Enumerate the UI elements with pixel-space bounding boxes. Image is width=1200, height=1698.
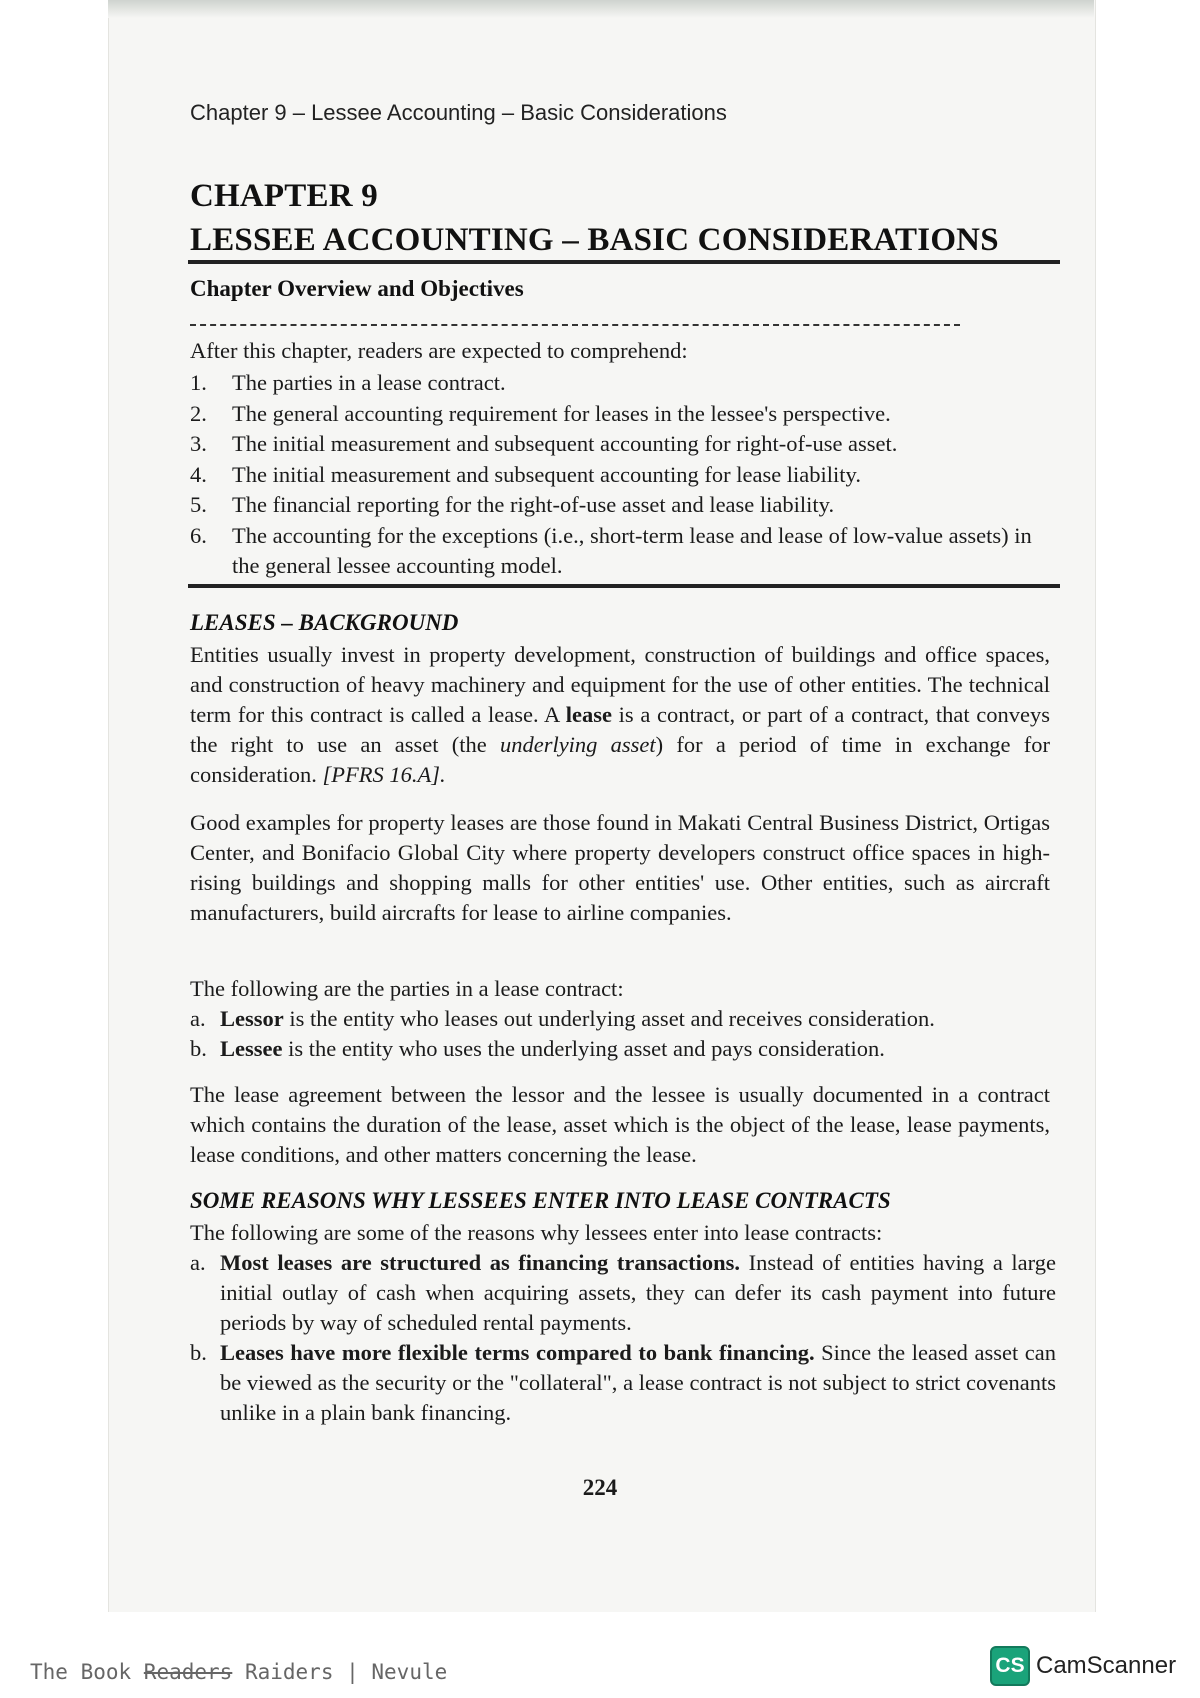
title-rule <box>188 260 1060 264</box>
party-item <box>190 1034 1056 1064</box>
objective-text: The parties in a lease contract. <box>232 370 506 395</box>
objective-item <box>190 399 1056 430</box>
camscanner-logo-icon: CS <box>990 1646 1030 1686</box>
objective-number: 4. <box>190 461 207 487</box>
objective-item <box>190 490 1056 521</box>
chapter-title: LESSEE ACCOUNTING – BASIC CONSIDERATIONS <box>190 222 999 258</box>
background-paragraph-2: Good examples for property leases are those found in Makati Central Business District, Ortigas Center, and Bonifacio Global City where property developers construct office spaces in high-rising buildings and shopping malls for other entities' use. Other entities, such as aircraft manufacturers, build aircrafts for lease to airline companies. <box>190 810 1050 925</box>
objective-item <box>190 521 1056 582</box>
objective-item <box>190 429 1056 460</box>
parties-list <box>190 1004 1056 1064</box>
footer-credit-strike: Readers <box>143 1660 233 1684</box>
pfrs-reference: [PFRS 16.A]. <box>322 762 446 787</box>
objectives-intro: After this chapter, readers are expected to comprehend: <box>190 338 688 363</box>
reasons-intro: The following are some of the reasons why lessees enter into lease contracts: <box>190 1220 883 1245</box>
reason-text: Instead of entities having a large initial outlay of cash when acquiring assets, they can defer its cash payment into future periods by way of scheduled rental payments. <box>220 1250 1056 1335</box>
background-paragraph-1 <box>190 640 1050 790</box>
objective-number: 3. <box>190 431 207 456</box>
objective-text: The financial reporting for the right-of-use asset and lease liability. <box>232 492 835 517</box>
camscanner-badge <box>990 1646 1176 1686</box>
party-term: Lessee <box>220 1036 283 1061</box>
party-item <box>190 1004 1056 1034</box>
party-text: is the entity who leases out underlying asset and receives consideration. <box>283 1006 935 1031</box>
reason-item <box>190 1338 1056 1428</box>
running-head: Chapter 9 – Lessee Accounting – Basic Considerations <box>190 100 727 125</box>
reason-term: Leases have more flexible terms compared to bank financing. <box>220 1340 815 1365</box>
reason-letter: b. <box>190 1340 207 1365</box>
parties-intro: The following are the parties in a lease contract: <box>190 976 624 1001</box>
objective-number: 6. <box>190 522 207 548</box>
party-text: is the entity who uses the underlying asset and pays consideration. <box>282 1036 885 1061</box>
objective-text: The initial measurement and subsequent accounting for lease liability. <box>232 461 861 487</box>
camscanner-label: CamScanner <box>1036 1652 1177 1679</box>
objective-text: The accounting for the exceptions (i.e., short-term lease and lease of low-value assets) in the general lessee accounting model. <box>232 522 1032 578</box>
p1-text-b: is a contract, or part of a contract, that conveys the right to use an asset (the <box>190 702 1050 757</box>
party-letter: b. <box>190 1036 207 1061</box>
p1-text-c: ) for a period of time in exchange for consideration. <box>190 732 1050 787</box>
background-paragraph-4: The lease agreement between the lessor and the lessee is usually documented in a contract which contains the duration of the lease, asset which is the object of the lease, lease payments, lease conditions, and other matters concerning the lease. <box>190 1082 1050 1167</box>
footer-credit <box>30 1660 447 1684</box>
reasons-list <box>190 1248 1056 1428</box>
objective-text: The general accounting requirement for leases in the lessee's perspective. <box>232 400 891 426</box>
footer-credit-b: Raiders | Nevule <box>232 1660 448 1684</box>
reason-letter: a. <box>190 1250 206 1275</box>
objective-number: 2. <box>190 400 207 426</box>
party-letter: a. <box>190 1006 206 1031</box>
objectives-rule <box>188 584 1060 588</box>
objective-number: 1. <box>190 370 207 395</box>
underlying-asset-term: underlying asset <box>499 732 656 757</box>
reasons-heading: SOME REASONS WHY LESSEES ENTER INTO LEASE CONTRACTS <box>190 1188 891 1213</box>
chapter-label: CHAPTER 9 <box>190 178 378 214</box>
reason-text: Since the leased asset can be viewed as the security or the "collateral", a lease contract is not subject to strict covenants unlike in a plain bank financing. <box>220 1340 1056 1425</box>
objective-number: 5. <box>190 492 207 517</box>
footer-credit-a: The Book <box>30 1660 144 1684</box>
dashed-divider <box>190 324 960 326</box>
lease-term: lease <box>565 702 612 727</box>
overview-heading: Chapter Overview and Objectives <box>190 276 524 301</box>
objective-item <box>190 368 1056 399</box>
reason-item <box>190 1248 1056 1338</box>
objectives-list <box>190 368 1056 582</box>
scan-edge-shadow <box>108 0 1094 18</box>
page-number: 224 <box>582 1475 618 1500</box>
objective-text: The initial measurement and subsequent accounting for right-of-use asset. <box>232 431 898 456</box>
party-term: Lessor <box>220 1006 284 1031</box>
chapter-title-block <box>190 174 999 262</box>
reason-term: Most leases are structured as financing transactions. <box>220 1250 741 1275</box>
background-heading: LEASES – BACKGROUND <box>190 610 459 635</box>
p1-text-a: Entities usually invest in property development, construction of buildings and office spaces, and construction of heavy machinery and equipment for the use of other entities. The technical term for this contract is called a lease. A <box>190 642 1050 727</box>
objective-item <box>190 460 1056 491</box>
